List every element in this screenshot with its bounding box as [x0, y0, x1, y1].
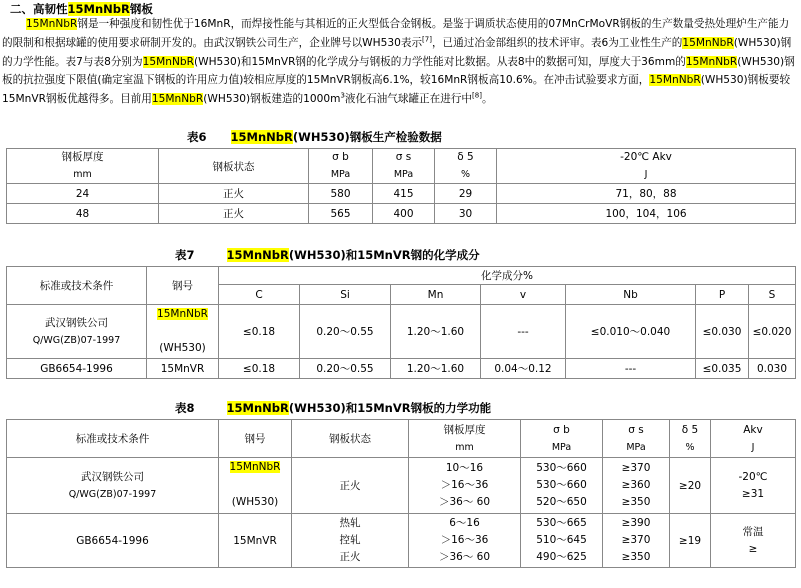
header-akv — [711, 420, 796, 458]
intro-text: (WH530)钢板的抗拉强度下限值(确定室温下钢板的许用应力值)较相应厚度的15MnVR钢板高6.1%，较16MnR钢板高10.6%。在冲击试验要求方面， — [2, 55, 795, 87]
cell-p: ≤0.035 — [696, 359, 749, 379]
header-label: σ s — [628, 423, 644, 436]
table-row — [7, 305, 796, 359]
table-row — [7, 204, 796, 224]
caption-label: 表6 — [187, 130, 207, 144]
header-unit: MPa — [551, 441, 572, 453]
cell-akv — [711, 458, 796, 514]
header-akv — [497, 149, 796, 184]
intro-text: ，已通过冶金部组织的技术评审。表6为工业性生产的 — [431, 36, 683, 49]
header-unit: % — [460, 169, 471, 180]
cell-standard — [7, 458, 219, 514]
cell-s: ≤0.020 — [749, 305, 796, 359]
sb-value: 530～660 — [536, 462, 587, 474]
table7 — [6, 266, 796, 379]
cell-p: ≤0.030 — [696, 305, 749, 359]
cell-sb — [521, 458, 603, 514]
table6 — [6, 148, 796, 224]
highlight-term: 15MnNbR — [26, 18, 78, 30]
thickness-value: ＞36～ 60 — [438, 496, 491, 508]
highlight-term: 15MnNbR — [682, 36, 734, 49]
reference-mark[interactable]: [7] — [422, 35, 432, 44]
cell-ss: 400 — [373, 204, 435, 224]
standard-org: 武汉钢铁公司 — [81, 470, 144, 483]
table8 — [6, 419, 796, 568]
header-label: σ b — [553, 423, 570, 436]
highlight-term: 15MnNbR — [649, 74, 701, 87]
header-thickness — [7, 149, 159, 184]
header-p: P — [696, 285, 749, 305]
header-label: -20℃ Akv — [620, 151, 672, 163]
sb-value: 530～665 — [536, 517, 587, 529]
cell-state: 正火 — [292, 458, 409, 514]
cell-state — [292, 514, 409, 568]
cell-ss — [603, 458, 670, 514]
cell-ss: 415 — [373, 184, 435, 204]
ss-value: ≥350 — [621, 496, 651, 508]
caption-text: (WH530)钢板生产检验数据 — [292, 130, 442, 144]
cell-thickness: 48 — [7, 204, 159, 224]
grade-highlight: 15MnNbR — [157, 308, 208, 320]
ss-value: ≥350 — [621, 551, 651, 563]
cell-standard: GB6654-1996 — [7, 514, 219, 568]
header-ss — [373, 149, 435, 184]
intro-paragraph — [2, 15, 799, 109]
intro-text: 钢是一种强度和韧性优于16MnR，而焊接性能与其相近的正火型低合金钢板。是鉴于调质状态使用的07MnCrMoVR钢板的生产数量受热处理炉生产能力的限制和根据球罐的使用要求研制开发的。由武汉钢铁公司生产，企业牌号以WH530表示 — [2, 18, 790, 49]
heading-text: 二、高韧性 — [10, 2, 68, 16]
header-unit: MPa — [393, 169, 414, 180]
table8-caption — [175, 400, 491, 416]
header-label: 钢板厚度 — [61, 151, 104, 163]
grade-highlight: 15MnNbR — [229, 461, 281, 473]
caption-highlight: 15MnNbR — [230, 130, 293, 144]
standard-code: Q/WG(ZB)07-1997 — [32, 334, 121, 346]
header-ss — [603, 420, 670, 458]
cell-akv — [711, 514, 796, 568]
cell-thickness — [409, 514, 521, 568]
caption-label: 表7 — [175, 248, 195, 262]
cell-c: ≤0.18 — [219, 359, 300, 379]
state-value: 控轧 — [339, 534, 361, 546]
cell-d5: ≥20 — [670, 458, 711, 514]
cell-sb: 580 — [309, 184, 373, 204]
header-d5 — [435, 149, 497, 184]
cell-akv: 71，80，88 — [497, 184, 796, 204]
header-label: δ 5 — [681, 423, 699, 436]
standard-org: 武汉钢铁公司 — [45, 316, 108, 329]
caption-text: (WH530)和15MnVR钢板的力学功能 — [288, 401, 492, 415]
cell-sb — [521, 514, 603, 568]
header-sb — [521, 420, 603, 458]
header-unit: J — [644, 169, 648, 180]
header-label: δ 5 — [457, 151, 474, 163]
akv-temp: 常温 — [742, 525, 764, 538]
header-grade: 钢号 — [147, 267, 219, 305]
header-nb: Nb — [566, 285, 696, 305]
thickness-value: ＞16～36 — [440, 534, 489, 546]
intro-text: (WH530)和15MnVR钢的化学成分与钢板的力学性能对比数据。从表8中的数据可知，厚度大于36mm的 — [193, 55, 686, 68]
highlight-term: 15MnNbR — [685, 55, 738, 68]
akv-temp: -20℃ — [738, 470, 768, 483]
standard-code: Q/WG(ZB)07-1997 — [68, 488, 157, 500]
cell-d5: 29 — [435, 184, 497, 204]
table7-caption — [175, 247, 480, 263]
reference-mark[interactable]: [8] — [472, 91, 482, 100]
header-grade: 钢号 — [219, 420, 292, 458]
cell-v: 0.04～0.12 — [481, 359, 566, 379]
header-sb — [309, 149, 373, 184]
cell-c: ≤0.18 — [219, 305, 300, 359]
cell-d5: ≥19 — [670, 514, 711, 568]
state-value: 正火 — [339, 551, 361, 563]
thickness-value: ＞36～ 60 — [438, 551, 491, 563]
header-si: Si — [300, 285, 391, 305]
header-label: σ b — [332, 151, 349, 163]
cell-ss — [603, 514, 670, 568]
cell-grade: 15MnVR — [147, 359, 219, 379]
intro-text: (WH530)钢板要较15MnVR钢板优越得多。目前用 — [2, 74, 791, 106]
ss-value: ≥360 — [621, 479, 651, 491]
table6-caption — [187, 129, 442, 145]
superscript: 3 — [340, 91, 345, 100]
akv-value: ≥ — [748, 542, 758, 555]
cell-grade — [219, 458, 292, 514]
sb-value: 490～625 — [536, 551, 587, 563]
intro-text: 液化石油气球罐正在进行中 — [344, 93, 473, 106]
cell-akv: 100，104，106 — [497, 204, 796, 224]
intro-text: (WH530)钢的力学性能。表7与表8分别为 — [2, 36, 792, 68]
header-standard: 标准或技术条件 — [7, 267, 147, 305]
header-thickness — [409, 420, 521, 458]
ss-value: ≥390 — [621, 517, 651, 529]
cell-d5: 30 — [435, 204, 497, 224]
table-row — [7, 184, 796, 204]
header-label: Akv — [743, 423, 763, 436]
cell-nb: ≤0.010～0.040 — [566, 305, 696, 359]
akv-value: ≥31 — [741, 487, 765, 500]
cell-mn: 1.20～1.60 — [391, 305, 481, 359]
table-row — [7, 359, 796, 379]
table-row — [7, 514, 796, 568]
header-label: 钢板厚度 — [443, 423, 486, 436]
header-state: 钢板状态 — [159, 149, 309, 184]
cell-mn: 1.20～1.60 — [391, 359, 481, 379]
thickness-value: 6～16 — [449, 517, 480, 529]
header-standard: 标准或技术条件 — [7, 420, 219, 458]
cell-sb: 565 — [309, 204, 373, 224]
cell-thickness: 24 — [7, 184, 159, 204]
caption-text: (WH530)和15MnVR钢的化学成分 — [288, 248, 480, 262]
table-header-row — [7, 420, 796, 458]
table-header-row — [7, 149, 796, 184]
cell-state: 正火 — [159, 184, 309, 204]
header-unit: MPa — [330, 169, 351, 180]
cell-standard — [7, 305, 147, 359]
highlight-term: 15MnNbR — [151, 93, 204, 106]
highlight-term: 15MnNbR — [142, 55, 194, 68]
header-v: v — [481, 285, 566, 305]
grade-code: (WH530) — [159, 342, 206, 354]
header-s: S — [749, 285, 796, 305]
table-header-row — [7, 267, 796, 285]
cell-si: 0.20～0.55 — [300, 305, 391, 359]
header-c: C — [219, 285, 300, 305]
heading-highlight: 15MnNbR — [67, 2, 130, 16]
cell-grade: 15MnVR — [219, 514, 292, 568]
header-unit: % — [685, 441, 695, 453]
header-label: σ s — [395, 151, 412, 163]
header-unit: mm — [73, 169, 92, 180]
header-d5 — [670, 420, 711, 458]
caption-highlight: 15MnNbR — [226, 401, 289, 415]
header-unit: MPa — [626, 441, 646, 453]
intro-text: (WH530)钢板建造的1000m — [203, 93, 341, 106]
intro-text: 。 — [481, 93, 493, 106]
header-unit: J — [751, 441, 755, 453]
grade-code: (WH530) — [231, 496, 279, 508]
sb-value: 530～660 — [536, 479, 587, 491]
cell-grade — [147, 305, 219, 359]
ss-value: ≥370 — [621, 462, 651, 474]
heading-suffix: 钢板 — [129, 2, 153, 16]
cell-si: 0.20～0.55 — [300, 359, 391, 379]
cell-v: --- — [481, 305, 566, 359]
ss-value: ≥370 — [621, 534, 651, 546]
caption-label: 表8 — [175, 401, 195, 415]
cell-state: 正火 — [159, 204, 309, 224]
cell-nb: --- — [566, 359, 696, 379]
thickness-value: ＞16～36 — [440, 479, 489, 491]
thickness-value: 10～16 — [445, 462, 484, 474]
caption-highlight: 15MnNbR — [226, 248, 289, 262]
cell-standard: GB6654-1996 — [7, 359, 147, 379]
sb-value: 520～650 — [536, 496, 587, 508]
cell-thickness — [409, 458, 521, 514]
header-mn: Mn — [391, 285, 481, 305]
header-unit: mm — [455, 441, 474, 453]
header-composition: 化学成分% — [219, 267, 796, 285]
table-row — [7, 458, 796, 514]
header-state: 钢板状态 — [292, 420, 409, 458]
state-value: 热轧 — [339, 517, 361, 529]
cell-s: 0.030 — [749, 359, 796, 379]
sb-value: 510～645 — [536, 534, 587, 546]
